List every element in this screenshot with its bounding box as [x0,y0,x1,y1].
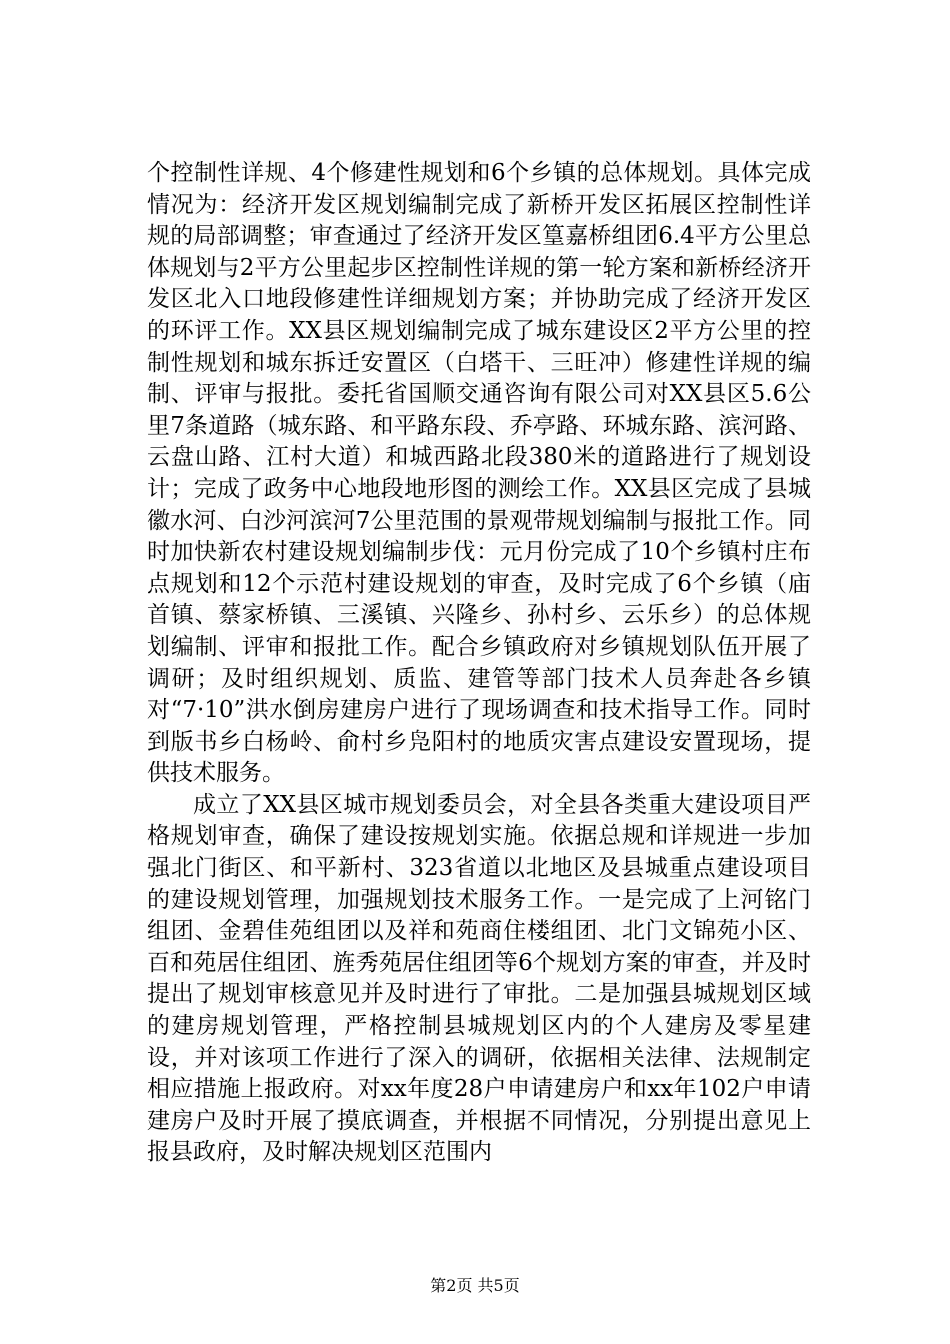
paragraph-2: 成立了XX县区城市规划委员会，对全县各类重大建设项目严格规划审查，确保了建设按规划实施。依据总规和详规进一步加强北门街区、和平新村、323省道以北地区及县城重点建设项目的建设规划管理，加强规划技术服务工作。一是完成了上河铭门组团、金碧佳苑组团以及祥和苑商住楼组团、北门文锦苑小区、百和苑居住组团、旌秀苑居住组团等6个规划方案的审查，并及时提出了规划审核意见并及时进行了审批。二是加强县城规划区域的建房规划管理，严格控制县城规划区内的个人建房及零星建设，并对该项工作进行了深入的调研，依据相关法律、法规制定相应措施上报政府。对xx年度28户申请建房户和xx年102户申请建房户及时开展了摸底调查，并根据不同情况，分别提出意见上报县政府，及时解决规划区范围内 [147,791,811,1166]
page-number-footer: 第2页 共5页 [430,1276,520,1295]
document-body [147,158,811,1169]
paragraph-1: 个控制性详规、4个修建性规划和6个乡镇的总体规划。具体完成情况为：经济开发区规划编制完成了新桥开发区拓展区控制性详规的局部调整；审查通过了经济开发区篁嘉桥组团6.4平方公里总体规划与2平方公里起步区控制性详规的第一轮方案和新桥经济开发区北入口地段修建性详细规划方案；并协助完成了经济开发区的环评工作。XX县区规划编制完成了城东建设区2平方公里的控制性规划和城东拆迁安置区（白塔干、三旺冲）修建性详规的编制、评审与报批。委托省国顺交通咨询有限公司对XX县区5.6公里7条道路（城东路、和平路东段、乔亭路、环城东路、滨河路、云盘山路、江村大道）和城西路北段380米的道路进行了规划设计；完成了政务中心地段地形图的测绘工作。XX县区完成了县城徽水河、白沙河滨河7公里范围的景观带规划编制与报批工作。同时加快新农村建设规划编制步伐：元月份完成了10个乡镇村庄布点规划和12个示范村建设规划的审查，及时完成了6个乡镇（庙首镇、蔡家桥镇、三溪镇、兴隆乡、孙村乡、云乐乡）的总体规划编制、评审和报批工作。配合乡镇政府对乡镇规划队伍开展了调研；及时组织规划、质监、建管等部门技术人员奔赴各乡镇对“7·10”洪水倒房建房户进行了现场调查和技术指导工作。同时到版书乡白杨岭、俞村乡凫阳村的地质灾害点建设安置现场，提供技术服务。 [147,160,811,787]
